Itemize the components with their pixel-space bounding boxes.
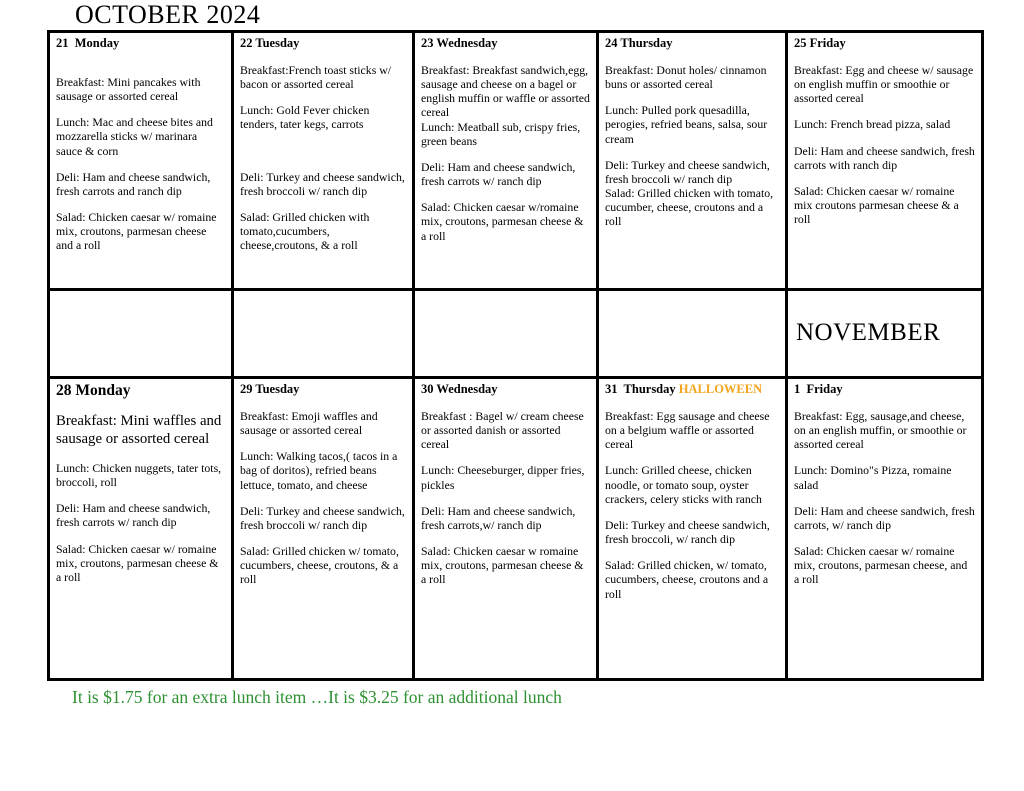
empty-cell — [414, 290, 598, 378]
menu-salad: Salad: Grilled chicken with tomato,cucumbers, cheese,croutons, & a roll — [240, 209, 370, 253]
menu-lunch: Lunch: Mac and cheese bites and mozzarella sticks w/ marinara sauce & corn — [56, 115, 213, 158]
menu-breakfast: Breakfast: Donut holes/ cinnamon buns or assorted cereal — [605, 63, 767, 92]
menu-deli: Deli: Turkey and cheese sandwich, fresh broccoli w/ ranch dip — [605, 157, 770, 186]
day-header-oct-28: 28 Monday — [56, 382, 131, 399]
menu-lunch: Lunch: Domino"s Pizza, romaine salad — [794, 463, 952, 492]
menu-breakfast: Breakfast: Egg sausage and cheese on a belgium waffle or assorted cereal — [605, 409, 770, 452]
menu-deli: Deli: Ham and cheese sandwich, fresh carrots w/ ranch dip — [56, 501, 211, 530]
menu-breakfast: Breakfast: Mini pancakes with sausage or assorted cereal — [56, 75, 201, 104]
day-header-oct-23: 23 Wednesday — [421, 36, 498, 50]
day-header-oct-29: 29 Tuesday — [240, 382, 300, 396]
menu-lunch: Lunch: Cheeseburger, dipper fries, pickles — [421, 463, 585, 492]
empty-week-row — [49, 290, 983, 378]
november-cell — [787, 290, 983, 378]
day-header-oct-25: 25 Friday — [794, 36, 846, 50]
menu-breakfast: Breakfast : Bagel w/ cream cheese or assorted danish or assorted cereal — [421, 409, 584, 452]
menu-lunch: Lunch: French bread pizza, salad — [794, 117, 951, 132]
day-header-oct-24: 24 Thursday — [605, 36, 673, 50]
menu-salad: Salad: Grilled chicken with tomato, cucumber, cheese, croutons and a roll — [605, 186, 774, 229]
menu-breakfast: Breakfast: Breakfast sandwich,egg, sausage and cheese on a bagel or english muffin or waffle or assorted cereal — [421, 63, 590, 120]
menu-salad: Salad: Chicken caesar w/romaine mix, croutons, parmesan cheese & a roll — [421, 200, 584, 243]
day-cell-oct-28 — [49, 378, 233, 680]
menu-deli: Deli: Ham and cheese sandwich, fresh carrots w/ ranch dip — [421, 159, 576, 189]
day-cell-oct-22 — [233, 32, 414, 290]
menu-deli: Deli: Ham and cheese sandwich, fresh carrots and ranch dip — [56, 169, 211, 198]
menu-lunch: Lunch: Pulled pork quesadilla, perogies, refried beans, salsa, sour cream — [605, 103, 768, 146]
menu-salad: Salad: Chicken caesar w/ romaine mix, croutons, parmesan cheese, and a roll — [794, 544, 968, 587]
menu-deli: Deli: Ham and cheese sandwich, fresh carrots, w/ ranch dip — [794, 503, 975, 532]
menu-lunch: Lunch: Grilled cheese, chicken noodle, or tomato soup, oyster crackers, celery sticks with ranch — [605, 463, 762, 506]
november-label: NOVEMBER — [796, 319, 941, 346]
day-cell-oct-21 — [49, 32, 233, 290]
day-header-oct-22: 22 Tuesday — [240, 36, 300, 50]
menu-salad: Salad: Chicken caesar w/ romaine mix, croutons, parmesan cheese & a roll — [56, 541, 219, 584]
day-cell-oct-31 — [598, 378, 787, 680]
empty-cell — [49, 290, 233, 378]
day-cell-oct-30 — [414, 378, 598, 680]
menu-lunch: Lunch: Chicken nuggets, tater tots, broccoli, roll — [56, 460, 222, 490]
day-header-oct-21: 21 Monday — [56, 36, 120, 50]
menu-breakfast: Breakfast: Egg and cheese w/ sausage on english muffin or smoothie or assorted cereal — [794, 63, 974, 106]
empty-cell — [233, 290, 414, 378]
day-header-oct-30: 30 Wednesday — [421, 382, 498, 396]
week1-row — [49, 32, 983, 290]
day-cell-oct-29 — [233, 378, 414, 680]
menu-salad: Salad: Chicken caesar w romaine mix, croutons, parmesan cheese & a roll — [421, 544, 584, 587]
menu-lunch: Lunch: Meatball sub, crispy fries, green beans — [421, 119, 581, 148]
page-title: OCTOBER 2024 — [75, 0, 261, 29]
day-cell-oct-23 — [414, 32, 598, 290]
week2-row — [49, 378, 983, 680]
menu-salad: Salad: Grilled chicken, w/ tomato, cucumbers, cheese, croutons and a roll — [605, 558, 769, 601]
day-header-nov-1: 1 Friday — [794, 382, 843, 396]
menu-salad: Salad: Grilled chicken w/ tomato, cucumbers, cheese, croutons, & a roll — [240, 544, 399, 587]
menu-table — [47, 30, 984, 681]
day-cell-nov-1 — [787, 378, 983, 680]
menu-deli: Deli: Turkey and cheese sandwich, fresh broccoli, w/ ranch dip — [605, 517, 770, 547]
menu-breakfast: Breakfast: Mini waffles and sausage or assorted cereal — [56, 413, 222, 448]
menu-lunch: Lunch: Gold Fever chicken tenders, tater kegs, carrots — [240, 103, 370, 132]
menu-deli: Deli: Ham and cheese sandwich, fresh carrots with ranch dip — [794, 143, 975, 172]
menu-deli: Deli: Turkey and cheese sandwich, fresh broccoli w/ ranch dip — [240, 169, 405, 198]
menu-salad: Salad: Chicken caesar w/ romaine mix, croutons, parmesan cheese and a roll — [56, 210, 217, 253]
footer-note: It is $1.75 for an extra lunch item …It is $3.25 for an additional lunch — [72, 687, 562, 707]
day-cell-oct-24 — [598, 32, 787, 290]
menu-salad: Salad: Chicken caesar w/ romaine mix croutons parmesan cheese & a roll — [794, 183, 959, 227]
menu-lunch: Lunch: Walking tacos,( tacos in a bag of doritos), refried beans lettuce, tomato, and cheese — [240, 449, 398, 492]
day-cell-oct-25 — [787, 32, 983, 290]
menu-breakfast: Breakfast: Egg, sausage,and cheese, on an english muffin, or smoothie or assorted cereal — [794, 409, 967, 452]
menu-deli: Deli: Turkey and cheese sandwich, fresh broccoli w/ ranch dip — [240, 503, 405, 532]
menu-breakfast: Breakfast:French toast sticks w/ bacon or assorted cereal — [240, 63, 392, 92]
halloween-label: HALLOWEEN — [678, 382, 763, 396]
day-header-oct-31 — [605, 382, 779, 397]
empty-cell — [598, 290, 787, 378]
day-header-text: 31 Thursday — [605, 382, 679, 396]
menu-breakfast: Breakfast: Emoji waffles and sausage or assorted cereal — [240, 409, 378, 438]
menu-deli: Deli: Ham and cheese sandwich, fresh carrots,w/ ranch dip — [421, 503, 576, 532]
